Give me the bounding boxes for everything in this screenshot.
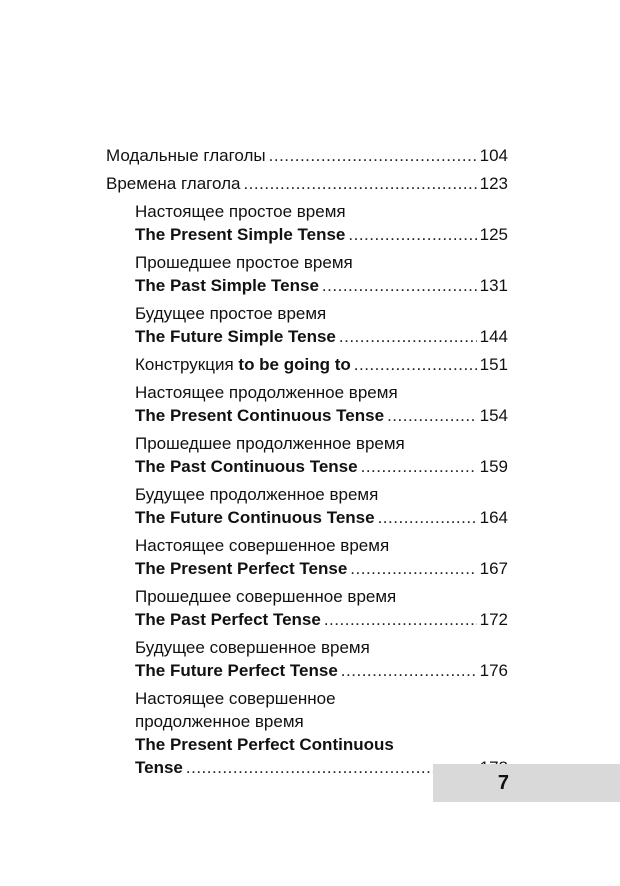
toc-entry-verb-tenses — [106, 172, 508, 195]
toc-subentry-ru: Прошедшее простое время — [135, 253, 353, 272]
toc-entry-title: Модальные глаголы — [106, 146, 266, 165]
toc-subentry-page: 125 — [479, 225, 508, 244]
toc-subentry-present-simple — [106, 200, 508, 246]
dot-leader — [354, 353, 477, 376]
toc-subentry-ru: Конструкция — [135, 355, 234, 374]
page-number-tab — [433, 764, 620, 802]
dot-leader — [322, 274, 477, 297]
toc-subentry-ru: Будущее совершенное время — [135, 638, 370, 657]
toc-subentry-past-simple — [106, 251, 508, 297]
dot-leader — [339, 325, 477, 348]
toc-subentry-page: 164 — [479, 508, 508, 527]
toc-subentry-page: 144 — [479, 327, 508, 346]
toc-subentry-page: 176 — [479, 661, 508, 680]
toc-entry-modal-verbs — [106, 144, 508, 167]
table-of-contents — [106, 144, 508, 784]
toc-subentry-present-perfect — [106, 534, 508, 580]
toc-subentry-en: The Present Simple Tense — [135, 225, 346, 244]
toc-subentry-en: The Future Continuous Tense — [135, 508, 375, 527]
toc-subentry-going-to — [106, 353, 508, 376]
toc-subentry-ru: Настоящее совершенное время — [135, 536, 390, 555]
toc-subentry-en: to be going to — [238, 355, 351, 374]
toc-entry-page: 104 — [479, 146, 508, 165]
page-number: 7 — [497, 772, 509, 794]
toc-subentry-page: 131 — [479, 276, 508, 295]
toc-subentry-en: The Past Simple Tense — [135, 276, 319, 295]
dot-leader — [324, 608, 477, 631]
toc-subentry-en: The Present Perfect Continuous — [135, 735, 394, 754]
toc-subentry-page: 167 — [479, 559, 508, 578]
toc-subentry-ru: Настоящее совершенное — [135, 689, 336, 708]
toc-subentry-ru: Будущее продолженное время — [135, 485, 379, 504]
toc-subentry-ru: продолженное время — [135, 712, 304, 731]
toc-subentry-page: 154 — [479, 406, 508, 425]
toc-subentry-ru: Настоящее простое время — [135, 202, 346, 221]
toc-subentry-future-simple — [106, 302, 508, 348]
toc-entry-title: Времена глагола — [106, 174, 241, 193]
toc-subentry-page: 151 — [479, 355, 508, 374]
toc-subentry-page: 159 — [479, 457, 508, 476]
toc-subentry-en: The Past Continuous Tense — [135, 457, 358, 476]
toc-subentry-future-continuous — [106, 483, 508, 529]
toc-subentry-en: The Present Perfect Tense — [135, 559, 348, 578]
dot-leader — [378, 506, 477, 529]
toc-subentry-ru: Прошедшее совершенное время — [135, 587, 397, 606]
toc-subentry-en: The Future Perfect Tense — [135, 661, 338, 680]
toc-subentry-en: The Past Perfect Tense — [135, 610, 321, 629]
dot-leader — [269, 144, 477, 167]
dot-leader — [350, 557, 476, 580]
toc-subentry-past-perfect — [106, 585, 508, 631]
toc-subentry-present-continuous — [106, 381, 508, 427]
toc-subentry-en: Tense — [135, 758, 183, 777]
toc-entry-page: 123 — [479, 174, 508, 193]
toc-subentry-future-perfect — [106, 636, 508, 682]
dot-leader — [348, 223, 476, 246]
toc-subentry-ru: Настоящее продолженное время — [135, 383, 398, 402]
dot-leader — [243, 172, 476, 195]
toc-subentry-ru: Прошедшее продолженное время — [135, 434, 405, 453]
toc-subentry-en: The Present Continuous Tense — [135, 406, 385, 425]
dot-leader — [361, 455, 477, 478]
dot-leader — [341, 659, 477, 682]
toc-subentry-past-continuous — [106, 432, 508, 478]
toc-subentry-ru: Будущее простое время — [135, 304, 327, 323]
dot-leader — [387, 404, 477, 427]
toc-subentry-en: The Future Simple Tense — [135, 327, 336, 346]
toc-subentry-page: 172 — [479, 610, 508, 629]
